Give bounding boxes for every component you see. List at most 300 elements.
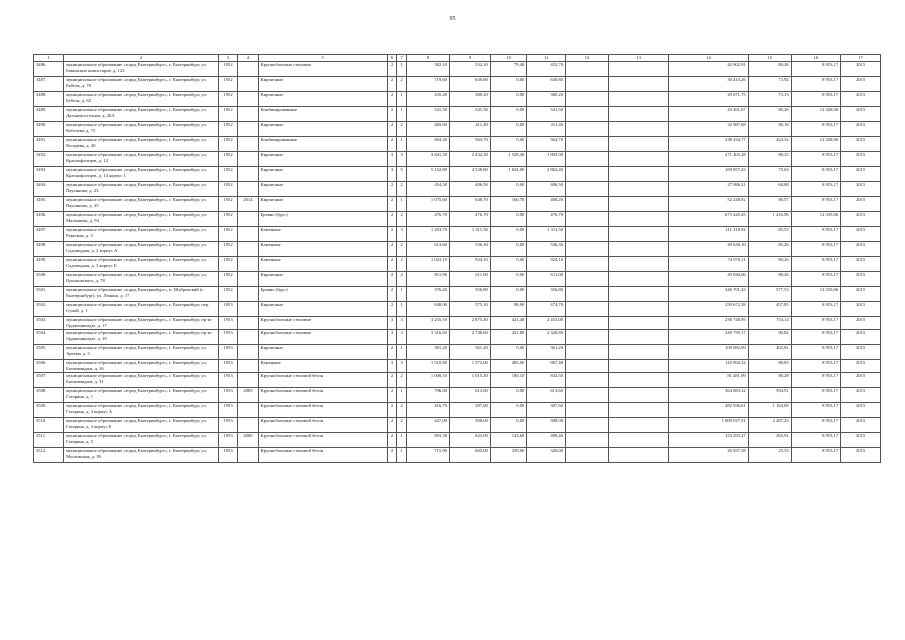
table-cell: 8 953,17: [791, 448, 840, 463]
table-cell: 2015: [841, 345, 881, 360]
table-cell: Кирпичные: [258, 92, 387, 107]
table-cell: 564,70: [527, 137, 566, 152]
table-cell: Крупноблочные стеновые: [258, 330, 387, 345]
table-cell: 5: [397, 167, 407, 182]
table-cell: [566, 403, 609, 418]
table-cell: 2: [397, 257, 407, 272]
table-cell: 2: [397, 242, 407, 257]
table-cell: 2: [387, 182, 397, 197]
table-cell: 398,00: [449, 418, 490, 433]
table-cell: Кирпичные: [258, 122, 387, 137]
table-cell: 80,26: [748, 62, 791, 77]
table-row: [34, 197, 881, 212]
table-cell: муниципальное образование «город Екатеринбург», г. Екатеринбург, ул. Гагарина, д. 1: [64, 388, 219, 403]
table-cell: [609, 257, 669, 272]
table-cell: 2015: [841, 137, 881, 152]
table-cell: 1: [397, 62, 407, 77]
table-cell: 75,63: [748, 167, 791, 182]
table-cell: 465,00: [406, 122, 449, 137]
table-row: [34, 330, 881, 345]
table-cell: Каменные: [258, 257, 387, 272]
table-cell: 2 287,23: [748, 418, 791, 433]
table-cell: 380,20: [527, 92, 566, 107]
table-cell: Комбинированные: [258, 107, 387, 122]
table-cell: 754,14: [748, 317, 791, 330]
table-cell: 1952: [218, 182, 237, 197]
table-cell: 2015: [841, 373, 881, 388]
table-cell: 665,00: [449, 448, 490, 463]
table-cell: [566, 182, 609, 197]
table-cell: 2 326,80: [527, 330, 566, 345]
table-cell: 8 953,17: [791, 302, 840, 317]
table-cell: 80,25: [748, 152, 791, 167]
table-row: [34, 257, 881, 272]
table-cell: [238, 212, 258, 227]
table-cell: 111 318,92: [669, 227, 749, 242]
table-cell: 2015: [841, 167, 881, 182]
table-cell: 3493.: [34, 167, 64, 182]
table-cell: 3501.: [34, 287, 64, 302]
table-cell: 49 040,06: [669, 272, 749, 287]
table-cell: [609, 167, 669, 182]
table-cell: 2015: [841, 182, 881, 197]
table-cell: муниципальное образование «город Екатеринбург», г. Екатеринбург, ул. Дальневосточная, д. 26А: [64, 107, 219, 122]
table-cell: [238, 152, 258, 167]
table-cell: [609, 137, 669, 152]
table-cell: 85,53: [748, 227, 791, 242]
table-cell: 2015: [841, 302, 881, 317]
table-cell: 8 953,17: [791, 345, 840, 360]
table-cell: Крупноблочные стеновой бетон: [258, 373, 387, 388]
table-cell: 1952: [218, 212, 237, 227]
table-cell: 123,60: [490, 433, 527, 448]
table-cell: [566, 330, 609, 345]
table-cell: 2: [397, 182, 407, 197]
table-row: [34, 287, 881, 302]
table-cell: 3500.: [34, 272, 64, 287]
table-cell: 80,28: [748, 373, 791, 388]
table-cell: [609, 388, 669, 403]
table-cell: 2015: [841, 287, 881, 302]
table-cell: 1: [397, 287, 407, 302]
table-cell: Кирпичные: [258, 302, 387, 317]
table-cell: [609, 448, 669, 463]
table-cell: 630,80: [449, 77, 490, 92]
table-row: [34, 227, 881, 242]
table-cell: 2: [387, 257, 397, 272]
table-cell: 435,20: [406, 92, 449, 107]
table-cell: 12 335,06: [791, 287, 840, 302]
housing-registry-table: [33, 54, 881, 463]
table-row: [34, 77, 881, 92]
table-cell: 2: [387, 403, 397, 418]
table-cell: 2: [387, 302, 397, 317]
table-cell: 924,10: [527, 257, 566, 272]
table-cell: 1953: [218, 403, 237, 418]
table-cell: [609, 62, 669, 77]
table-cell: Бревно (брус): [258, 212, 387, 227]
table-cell: [566, 227, 609, 242]
table-cell: муниципальное образование «город Екатеринбург», г. Екатеринбург, ул. Гагарина, д. 3 корпус А: [64, 403, 219, 418]
table-cell: 532,10: [449, 62, 490, 77]
table-cell: [566, 373, 609, 388]
table-cell: 3506.: [34, 360, 64, 373]
table-cell: 0,00: [490, 227, 527, 242]
table-cell: [566, 345, 609, 360]
table-cell: 3512.: [34, 448, 64, 463]
table-cell: муниципальное образование «город Екатеринбург», г. Екатеринбург, ул. Садоводная, д. 3 корпус Б: [64, 257, 219, 272]
table-cell: 1: [397, 433, 407, 448]
table-cell: Каменные: [258, 227, 387, 242]
table-cell: [609, 182, 669, 197]
table-cell: 2015: [841, 433, 881, 448]
column-header: 10: [490, 55, 527, 62]
table-row: [34, 448, 881, 463]
table-cell: [238, 92, 258, 107]
table-cell: 8 953,17: [791, 433, 840, 448]
table-cell: 98,90: [490, 302, 527, 317]
table-cell: [566, 433, 609, 448]
header-row: [34, 55, 881, 62]
table-cell: 160,70: [490, 197, 527, 212]
table-cell: [609, 212, 669, 227]
table-cell: муниципальное образование «город Екатеринбург», г. Екатеринбург, ул. Кобозева, д. 75: [64, 122, 219, 137]
table-cell: [609, 242, 669, 257]
table-cell: 27 986,21: [669, 182, 749, 197]
table-cell: 2: [387, 418, 397, 433]
table-cell: 2: [397, 418, 407, 433]
table-cell: 8 953,17: [791, 152, 840, 167]
table-cell: [566, 360, 609, 373]
table-cell: 3: [397, 330, 407, 345]
table-cell: [609, 152, 669, 167]
table-cell: 1952: [218, 152, 237, 167]
column-header: 9: [449, 55, 490, 62]
table-cell: [609, 373, 669, 388]
table-cell: 8 953,17: [791, 403, 840, 418]
page-number: 95: [449, 16, 456, 22]
column-header: 2: [64, 55, 219, 62]
table-cell: 3487.: [34, 77, 64, 92]
table-cell: Каменные: [258, 242, 387, 257]
table-row: [34, 345, 881, 360]
table-row: [34, 167, 881, 182]
column-header: 5: [258, 55, 387, 62]
table-cell: 1 311,50: [527, 227, 566, 242]
table-cell: 0,00: [490, 107, 527, 122]
table-cell: Крупноблочные стеновой бетон: [258, 433, 387, 448]
table-cell: 476,70: [527, 212, 566, 227]
table-cell: 3502.: [34, 302, 64, 317]
table-cell: 3: [397, 360, 407, 373]
table-cell: 1953: [218, 388, 237, 403]
table-cell: муниципальное образование «город Екатеринбург», г. Екатеринбург, ул. Садоводная, д. 3 корпус А: [64, 242, 219, 257]
table-cell: [238, 360, 258, 373]
table-cell: [238, 317, 258, 330]
table-cell: 398,00: [527, 418, 566, 433]
table-cell: 1952: [218, 227, 237, 242]
table-cell: 1953: [218, 418, 237, 433]
table-cell: муниципальное образование «город Екатеринбург», г. Екатеринбург, ул. Бахчиванджи, д. 31: [64, 373, 219, 388]
table-cell: муниципальное образование «город Екатеринбург», г. Екатеринбург, ул. Паулинова, д. 35: [64, 197, 219, 212]
table-cell: 2: [387, 77, 397, 92]
table-cell: муниципальное образование «город Екатеринбург», г. Екатеринбург, ул. Бебеля, д. 70: [64, 77, 219, 92]
table-cell: 3499.: [34, 257, 64, 272]
table-cell: 715,90: [406, 448, 449, 463]
table-cell: муниципальное образование «город Екатеринбург», г. Екатеринбург, ул. Паулинова, д. 23: [64, 182, 219, 197]
table-cell: [238, 122, 258, 137]
table-cell: 265,91: [748, 433, 791, 448]
table-cell: 8 953,17: [791, 242, 840, 257]
table-cell: 8 953,17: [791, 257, 840, 272]
table-cell: 611,00: [449, 272, 490, 287]
table-cell: муниципальное образование «город Екатеринбург», г. Екатеринбург, ул. Краснофлотцев, д. 14 корпус 1: [64, 167, 219, 182]
table-cell: 673 445,45: [669, 212, 749, 227]
table-cell: [609, 403, 669, 418]
table-cell: 2 748,60: [449, 330, 490, 345]
table-cell: 3508.: [34, 388, 64, 403]
table-row: [34, 137, 881, 152]
column-header: 13: [609, 55, 669, 62]
table-cell: [566, 317, 609, 330]
table-cell: 85,26: [748, 242, 791, 257]
table-row: [34, 242, 881, 257]
table-cell: 2015: [841, 242, 881, 257]
table-cell: 613,60: [449, 388, 490, 403]
table-cell: 8 953,17: [791, 167, 840, 182]
table-cell: [609, 317, 669, 330]
table-cell: муниципальное образование «город Екатеринбург», г. Екатеринбург, ул. Ракетная, д. 3: [64, 227, 219, 242]
table-cell: Кирпичные: [258, 272, 387, 287]
table-cell: [609, 360, 669, 373]
table-cell: 238 434,77: [669, 137, 749, 152]
table-cell: [238, 167, 258, 182]
table-cell: 2015: [841, 107, 881, 122]
table-row: [34, 403, 881, 418]
table-cell: 74 070,11: [669, 257, 749, 272]
table-cell: 326,00: [527, 448, 566, 463]
table-cell: 12 328,00: [791, 137, 840, 152]
table-cell: 630,80: [527, 77, 566, 92]
table-row: [34, 360, 881, 373]
table-cell: 3: [387, 317, 397, 330]
table-cell: 80,26: [748, 257, 791, 272]
table-cell: 1952: [218, 257, 237, 272]
table-cell: 582,10: [406, 62, 449, 77]
table-cell: [609, 330, 669, 345]
table-cell: 0,00: [490, 272, 527, 287]
table-cell: 391,20: [406, 345, 449, 360]
table-cell: 1: [397, 388, 407, 403]
table-cell: Крупноблочные стеновые: [258, 317, 387, 330]
table-cell: 2: [387, 137, 397, 152]
table-cell: [238, 242, 258, 257]
table-cell: [566, 77, 609, 92]
table-cell: [609, 92, 669, 107]
table-cell: 2015: [841, 77, 881, 92]
table-cell: 2: [397, 373, 407, 388]
table-cell: 1: [397, 92, 407, 107]
table-cell: муниципальное образование «город Екатеринбург», г. Екатеринбург, пр-кт Орджоникидзе, д. 17: [64, 317, 219, 330]
table-cell: [238, 77, 258, 92]
table-cell: [566, 418, 609, 433]
table-cell: 575,10: [449, 302, 490, 317]
table-cell: 499,40: [527, 433, 566, 448]
table-cell: 4 528,80: [449, 167, 490, 182]
table-row: [34, 418, 881, 433]
table-cell: 402,81: [748, 345, 791, 360]
table-cell: 1 015,20: [449, 373, 490, 388]
table-cell: 387,60: [527, 403, 566, 418]
table-cell: 2014: [238, 197, 258, 212]
table-body: [34, 62, 881, 463]
table-cell: 1953: [218, 345, 237, 360]
table-cell: 1 008,10: [406, 373, 449, 388]
table-cell: 594,91: [748, 388, 791, 403]
table-cell: 80,26: [748, 272, 791, 287]
table-cell: 3504.: [34, 330, 64, 345]
table-cell: 427,00: [406, 418, 449, 433]
table-cell: 623,00: [449, 433, 490, 448]
table-cell: 2015: [841, 227, 881, 242]
column-header: 15: [748, 55, 791, 62]
table-cell: 1952: [218, 167, 237, 182]
table-cell: 2: [387, 345, 397, 360]
table-cell: муниципальное образование «город Екатеринбург», г. Екатеринбург, ул. Циолковского, д. 78: [64, 272, 219, 287]
table-cell: [566, 287, 609, 302]
table-cell: 1 023,19: [406, 257, 449, 272]
table-cell: Кирпичные: [258, 152, 387, 167]
table-row: [34, 92, 881, 107]
column-header: 12: [566, 55, 609, 62]
table-cell: 1 164,69: [748, 403, 791, 418]
table-cell: [566, 257, 609, 272]
table-cell: 2: [387, 227, 397, 242]
table-cell: 5 152,80: [406, 167, 449, 182]
table-row: [34, 433, 881, 448]
table-cell: 1 416,96: [748, 212, 791, 227]
table-cell: 361,20: [449, 345, 490, 360]
table-cell: 3: [387, 167, 397, 182]
table-cell: Комбинированные: [258, 137, 387, 152]
table-cell: 3505.: [34, 345, 64, 360]
table-cell: 482 936,61: [669, 403, 749, 418]
table-cell: 1953: [218, 302, 237, 317]
table-cell: 611,00: [527, 272, 566, 287]
table-cell: 2: [387, 197, 397, 212]
table-cell: 230 748,95: [669, 317, 749, 330]
table-cell: 169 857,43: [669, 167, 749, 182]
table-cell: Каменные: [258, 360, 387, 373]
table-cell: 80,83: [748, 360, 791, 373]
table-cell: 8 953,17: [791, 317, 840, 330]
table-cell: 8 953,17: [791, 197, 840, 212]
table-cell: муниципальное образование «город Екатеринбург», г. Екатеринбург, ул. Краснофлотцев, д. 12: [64, 152, 219, 167]
table-cell: 2015: [841, 122, 881, 137]
table-cell: 719,60: [406, 77, 449, 92]
table-cell: 100 082,09: [669, 345, 749, 360]
table-cell: [566, 92, 609, 107]
table-cell: 2 432,30: [449, 152, 490, 167]
table-cell: 0,00: [490, 242, 527, 257]
table-row: [34, 182, 881, 197]
table-cell: 577,53: [748, 287, 791, 302]
table-cell: Крупноблочные стеновой бетон: [258, 448, 387, 463]
table-cell: [238, 257, 258, 272]
table-cell: 1: [397, 137, 407, 152]
table-cell: 536,30: [449, 242, 490, 257]
table-cell: [609, 197, 669, 212]
table-cell: [566, 212, 609, 227]
table-cell: 2009: [238, 388, 258, 403]
table-cell: 339,06: [490, 448, 527, 463]
table-cell: [609, 345, 669, 360]
table-cell: [238, 330, 258, 345]
table-cell: 1 903,90: [527, 152, 566, 167]
table-cell: 416,70: [406, 403, 449, 418]
table-cell: [566, 197, 609, 212]
table-cell: 3 316,60: [406, 330, 449, 345]
table-cell: [566, 122, 609, 137]
table-cell: 1953: [218, 360, 237, 373]
table-cell: 2: [387, 448, 397, 463]
table-cell: 180,10: [490, 373, 527, 388]
table-cell: 2: [387, 272, 397, 287]
table-cell: 541,50: [449, 107, 490, 122]
table-cell: 80,26: [748, 107, 791, 122]
table-row: [34, 373, 881, 388]
table-cell: 406,50: [449, 182, 490, 197]
table-cell: муниципальное образование «город Екатеринбург», г. Екатеринбург, ул. Бахчиванджи, д. 16: [64, 360, 219, 373]
table-cell: 8 953,17: [791, 227, 840, 242]
table-cell: 0,00: [490, 418, 527, 433]
table-cell: 421,80: [490, 330, 527, 345]
table-cell: 1 372,00: [449, 360, 490, 373]
table-cell: муниципальное образование «город Екатеринбург», г. Екатеринбург, ул. Артема, д. 3: [64, 345, 219, 360]
table-cell: 2: [397, 403, 407, 418]
table-cell: 3488.: [34, 92, 64, 107]
table-cell: муниципальное образование «город Екатеринбург», г. Екатеринбург, пер. Суной, д. 1: [64, 302, 219, 317]
table-cell: [238, 302, 258, 317]
column-header: 7: [397, 55, 407, 62]
table-cell: 3509.: [34, 403, 64, 418]
table-cell: 2015: [841, 92, 881, 107]
table-cell: 346 701,43: [669, 287, 749, 302]
table-cell: Кирпичные: [258, 197, 387, 212]
table-cell: 541,50: [406, 107, 449, 122]
table-cell: муниципальное образование «город Екатеринбург», г. Екатеринбург, пр-кт Орджоникидзе, д. 19: [64, 330, 219, 345]
column-header: 3: [218, 55, 237, 62]
table-cell: 3498.: [34, 242, 64, 257]
table-cell: 3: [387, 330, 397, 345]
table-cell: 73,13: [748, 92, 791, 107]
table-cell: [566, 137, 609, 152]
table-cell: 3496.: [34, 212, 64, 227]
table-cell: 0,00: [490, 345, 527, 360]
column-header: 14: [669, 55, 749, 62]
table-cell: 2015: [841, 257, 881, 272]
table-cell: 0,00: [490, 388, 527, 403]
table-cell: 1952: [218, 287, 237, 302]
table-cell: 110 994,32: [669, 360, 749, 373]
table-cell: 2015: [841, 418, 881, 433]
table-cell: [238, 345, 258, 360]
table-cell: 2015: [841, 388, 881, 403]
table-cell: 3: [387, 152, 397, 167]
table-cell: 848,90: [406, 302, 449, 317]
table-cell: 1: [397, 345, 407, 360]
column-header: 16: [791, 55, 840, 62]
